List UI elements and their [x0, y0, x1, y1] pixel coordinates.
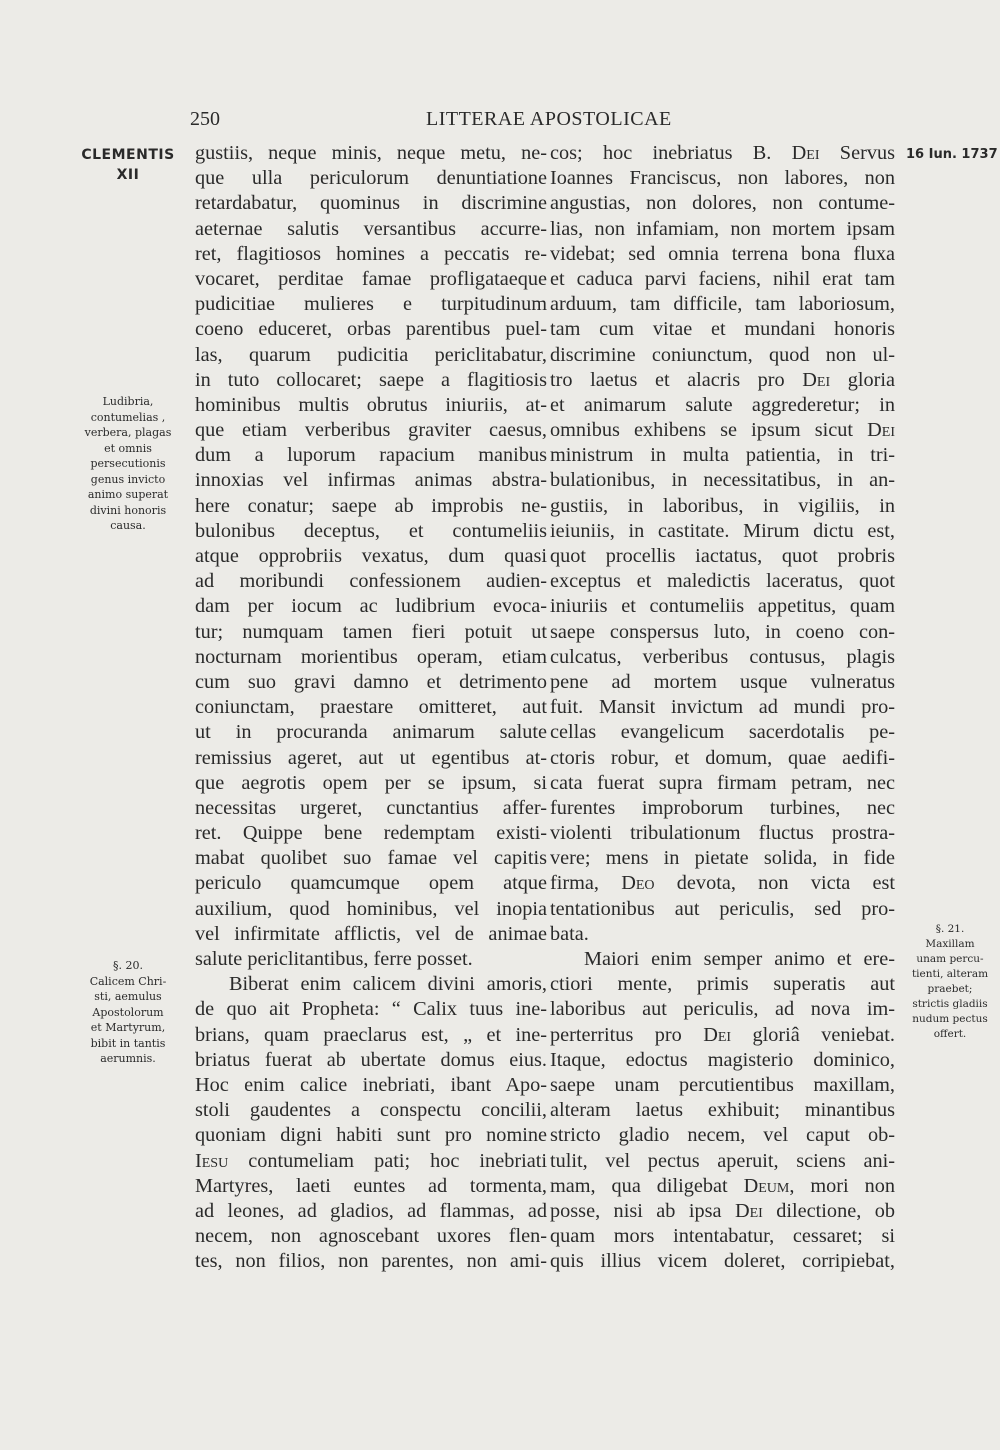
text-line: Itaque, edoctus magisterio dominico, — [550, 1048, 895, 1071]
margin-note-line: sti, aemulus — [94, 990, 162, 1003]
margin-title — [78, 145, 178, 185]
text-line: de quo ait Propheta: “ Calix tuus ine- — [195, 998, 547, 1021]
text-line: quam mors intentabatur, cessaret; si — [550, 1225, 895, 1248]
margin-note-line: bibit in tantis — [90, 1036, 166, 1050]
text-line: ret. Quippe bene redemptam existi- — [195, 822, 547, 845]
text-line: cellas evangelicum sacerdotalis pe- — [550, 721, 895, 744]
text-line: cata fuerat supra firmam petram, nec — [550, 771, 895, 794]
text-line: mam, qua diligebat Deum, mori non — [550, 1174, 895, 1197]
text-line: aeternae salutis versantibus accurre- — [195, 217, 547, 240]
text-line: coniunctam, praestare omitteret, aut — [195, 696, 547, 719]
text-line: fuit. Mansit invictum ad mundi pro- — [550, 696, 895, 719]
text-line: hominibus multis obrutus iniuriis, at- — [195, 393, 547, 416]
margin-note-left-1 — [76, 394, 180, 534]
text-line: lias, non infamiam, non mortem ipsam — [550, 217, 895, 240]
text-line: firma, Deo devota, non victa est — [550, 872, 895, 895]
margin-note-line: causa. — [110, 519, 146, 532]
margin-note-line: praebet; — [927, 983, 973, 995]
text-line: vocaret, perditae famae profligataeque — [195, 267, 547, 290]
text-line: remissius ageret, aut ut egentibus at- — [195, 746, 547, 769]
text-line: saepe unam percutientibus maxillam, — [550, 1073, 895, 1096]
margin-note-line: §. 21. — [935, 923, 965, 935]
margin-note-line: verbera, plagas — [84, 426, 172, 439]
text-line: Maiori enim semper animo et ere- — [584, 948, 895, 970]
margin-note-line: Maxillam — [925, 938, 975, 950]
text-line: arduum, tam difficile, tam laboriosum, — [550, 293, 895, 316]
text-line: ad moribundi confessionem audien- — [195, 570, 547, 593]
text-line: furentes improborum turbines, nec — [550, 796, 895, 819]
text-line: ieiuniis, in castitate. Mirum dictu est, — [550, 519, 895, 542]
text-line: ministrum in multa patientia, in tri- — [550, 444, 895, 467]
margin-note-line: genus invicto — [90, 472, 166, 486]
text-line: bulonibus deceptus, et contumeliis — [195, 519, 547, 542]
text-line: discrimine coniunctum, quod non ul- — [550, 343, 895, 366]
text-line: et caduca parvi faciens, nihil erat tam — [550, 267, 895, 290]
text-line: laboribus aut periculis, ad nova im- — [550, 998, 895, 1021]
text-line: salute periclitantibus, ferre posset. — [195, 948, 473, 970]
text-line: ctiori mente, primis superatis aut — [550, 973, 895, 996]
text-line: que etiam verberibus graviter caesus, — [195, 419, 547, 442]
text-line: tam cum vitae et mundani honoris — [550, 318, 895, 341]
text-line: quoniam digni habiti sunt pro nomine — [195, 1124, 547, 1147]
text-line: bulationibus, in necessitatibus, in an- — [550, 469, 895, 492]
margin-note-right-1 — [908, 922, 992, 1042]
text-line: cum suo gravi damno et detrimento — [195, 670, 547, 693]
text-line: omnibus exhibens se ipsum sicut Dei — [550, 419, 895, 442]
text-line: posse, nisi ab ipsa Dei dilectione, ob — [550, 1199, 895, 1222]
text-line: tur; numquam tamen fieri potuit ut — [195, 620, 547, 643]
margin-title-line-2: XII — [116, 167, 140, 183]
text-line: pudicitiae mulieres e turpitudinum — [195, 293, 547, 316]
text-line: dam per iocum ac ludibrium evoca- — [195, 595, 547, 618]
text-column-left — [195, 141, 547, 1274]
running-head: LITTERAE APOSTOLICAE — [426, 108, 672, 130]
text-line: ut in procuranda animarum salute — [195, 721, 547, 744]
text-line: ad leones, ad gladios, ad flammas, ad — [195, 1199, 547, 1222]
margin-note-line: strictis gladiis — [912, 998, 988, 1010]
margin-note-line: animo superat — [87, 488, 169, 501]
text-line: Iesu contumeliam pati; hoc inebriati — [195, 1149, 547, 1172]
margin-note-line: unam percu- — [916, 953, 984, 965]
margin-date: 16 Iun. 1737 — [906, 147, 998, 162]
text-line: necem, non agnoscebant uxores flen- — [195, 1225, 547, 1248]
text-line: alteram laetus exhibuit; minantibus — [550, 1099, 895, 1122]
margin-note-line: et omnis — [104, 441, 152, 455]
text-line: briatus fuerat ab ubertate domus eius. — [195, 1048, 547, 1071]
text-line: iniuriis et contumeliis appetitus, quam — [550, 595, 895, 618]
text-line: gustiis, neque minis, neque metu, ne- — [195, 142, 547, 164]
text-line: ret, flagitiosos homines a peccatis re- — [195, 242, 547, 265]
text-line: quis illius vicem doleret, corripiebat, — [550, 1250, 895, 1273]
text-line: ctoris robur, et domum, quae aedifi- — [550, 746, 895, 769]
margin-note-line: tienti, alteram — [911, 968, 989, 980]
text-line: nocturnam morientibus operam, etiam — [195, 645, 547, 668]
text-line: violenti tribulationum fluctus prostra- — [550, 822, 895, 845]
text-line: tentationibus aut periculis, sed pro- — [550, 897, 895, 920]
text-line: stoli gaudentes a conspectu concilii, — [195, 1099, 547, 1122]
margin-note-line: Apostolorum — [92, 1005, 164, 1019]
text-line: vere; mens in pietate solida, in fide — [550, 847, 895, 870]
text-line: las, quarum pudicitia periclitabatur, — [195, 343, 547, 366]
margin-note-line: offert. — [933, 1028, 967, 1040]
text-line: quot procellis iactatus, quot probris — [550, 545, 895, 567]
margin-note-line: Ludibria, — [102, 395, 154, 408]
margin-note-line: §. 20. — [113, 959, 143, 972]
text-line: Martyres, laeti euntes ad tormenta, — [195, 1174, 547, 1197]
text-line: Hoc enim calice inebriati, ibant Apo- — [195, 1073, 547, 1096]
text-line: que aegrotis opem per se ipsum, si — [195, 771, 547, 794]
text-line: coeno educeret, orbas parentibus puel- — [195, 318, 547, 341]
margin-note-line: persecutionis — [90, 457, 166, 470]
text-line: et animarum salute aggrederetur; in — [550, 393, 895, 416]
text-line: stricto gladio necem, vel caput ob- — [550, 1124, 895, 1147]
text-line: tulit, vel pectus aperuit, sciens ani- — [550, 1149, 895, 1172]
text-line: periculo quamcumque opem atque — [195, 872, 547, 895]
text-line: exceptus et maledictis laceratus, quot — [550, 570, 895, 593]
text-line: mabat quolibet suo famae vel capitis — [195, 847, 547, 870]
text-line: innoxias vel infirmas animas abstra- — [195, 469, 547, 492]
page-number: 250 — [190, 108, 220, 130]
margin-note-line: contumelias , — [90, 410, 166, 424]
text-line: que ulla periculorum denuntiatione — [195, 167, 547, 190]
text-line: necessitas urgeret, cunctantius affer- — [195, 796, 547, 819]
text-line: videbat; sed omnia terrena bona fluxa — [550, 242, 895, 265]
text-line: Ioannes Franciscus, non labores, non — [550, 167, 895, 190]
margin-note-left-2 — [76, 958, 180, 1067]
text-line: angustias, non dolores, non contume- — [550, 192, 895, 215]
text-line: in tuto collocaret; saepe a flagitiosis — [195, 368, 547, 391]
text-line: brians, quam praeclarus est, „ et ine- — [195, 1023, 547, 1046]
text-line: pene ad mortem usque vulneratus — [550, 670, 895, 693]
text-line: dum a luporum rapacium manibus — [195, 444, 547, 467]
margin-note-line: aerumnis. — [100, 1052, 156, 1065]
text-line: bata. — [550, 922, 589, 945]
text-line: perterritus pro Dei gloriâ veniebat. — [550, 1023, 895, 1046]
margin-note-line: et Martyrum, — [90, 1021, 166, 1034]
text-line: vel infirmitate afflictis, vel de animae — [195, 922, 547, 945]
text-column-right — [550, 141, 895, 1274]
margin-note-line: Calicem Chri- — [89, 974, 167, 988]
margin-note-line: divini honoris — [89, 503, 167, 517]
text-line: tes, non filios, non parentes, non ami- — [195, 1250, 547, 1273]
text-line: culcatus, verberibus contusus, plagis — [550, 645, 895, 668]
margin-title-line-1: CLEMENTIS — [81, 147, 175, 163]
text-line: saepe conspersus luto, in coeno con- — [550, 620, 895, 643]
text-line: gustiis, in laboribus, in vigiliis, in — [550, 494, 895, 517]
text-line: Biberat enim calicem divini amoris, — [229, 973, 547, 996]
margin-note-line: nudum pectus — [912, 1013, 988, 1025]
text-line: atque opprobriis vexatus, dum quasi — [195, 545, 547, 567]
text-line: auxilium, quod hominibus, vel inopia — [195, 897, 547, 920]
text-line: tro laetus et alacris pro Dei gloria — [550, 368, 895, 391]
text-line: here conatur; saepe ab improbis ne- — [195, 494, 547, 517]
text-line: cos; hoc inebriatus B. Dei Servus — [550, 142, 896, 164]
text-line: retardabatur, quominus in discrimine — [195, 192, 547, 215]
